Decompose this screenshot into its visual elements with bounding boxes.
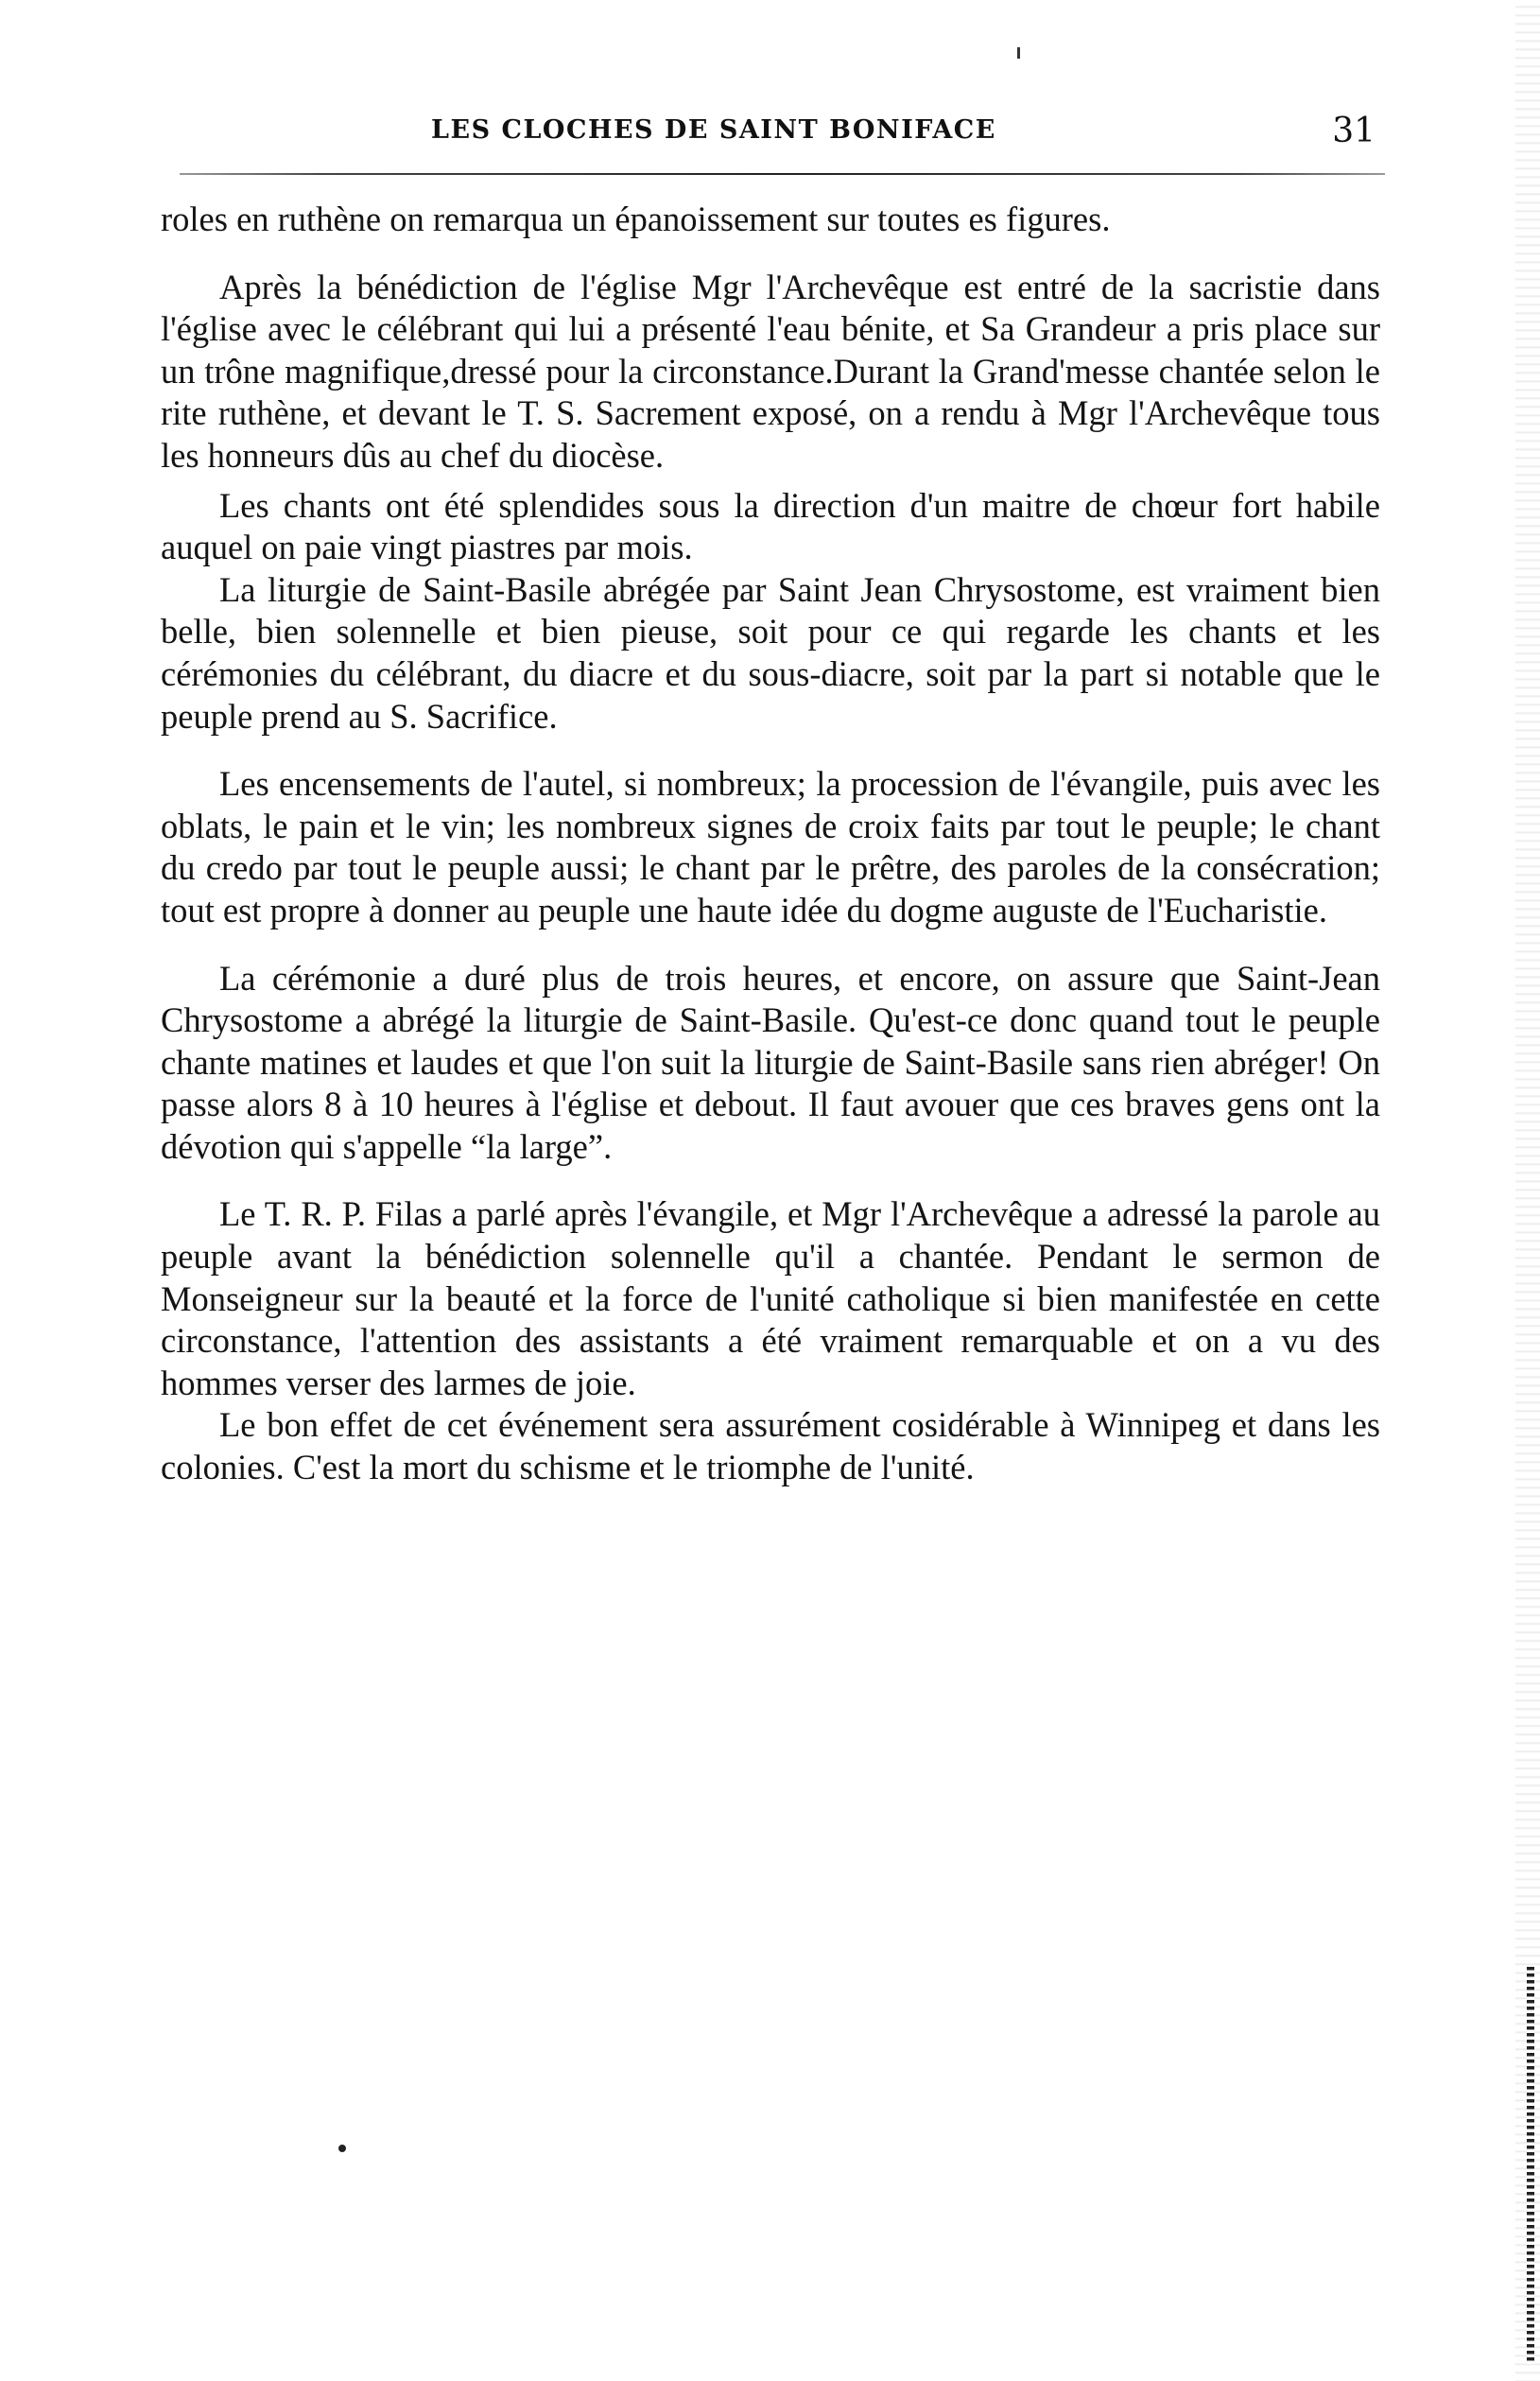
paragraph-continuation: roles en ruthène on remarqua un épanoissement sur toutes es figures. (161, 200, 1111, 238)
running-head: LES CLOCHES DE SAINT BONIFACE (431, 115, 996, 145)
paragraph-encensements: Les encensements de l'autel, si nombreux; la procession de l'évangile, puis avec les oblats, le pain et le vin; les nombreux signes de croix faits par tout le peuple; le chant du credo par tout le peuple aussi; le chant par le prêtre, des paroles de la consécration; tout est propre à donner au peuple une haute idée du dogme auguste de l'Eucharistie. (161, 764, 1380, 930)
paragraph-benediction: Après la bénédiction de l'église Mgr l'Archevêque est entré de la sacristie dans l'église avec le célébrant qui lui a présenté l'eau bénite, et Sa Grandeur a pris place sur un trône magnifique,dressé pour la circonstance.Durant la Grand'messe chantée selon le rite ruthène, et devant le T. S. Sacrement exposé, on a rendu à Mgr l'Archevêque tous les honneurs dûs au chef du diocèse. (161, 267, 1380, 475)
paragraph-liturgie: La liturgie de Saint-Basile abrégée par Saint Jean Chrysostome, est vraiment bien belle, bien solennelle et bien pieuse, soit pour ce qui regarde les chants et les cérémonies du célébrant, du diacre et du sous-diacre, soit par la part si notable que le peuple prend au S. Sacrifice. (161, 569, 1380, 736)
paragraph-ceremonie: La cérémonie a duré plus de trois heures, et encore, on assure que Saint-Jean Chrysostome a abrégé la liturgie de Saint-Basile. Qu'est-ce donc quand tout le peuple chante matines et laudes et que l'on suit la liturgie de Saint-Basile sans rien abréger! On passe alors 8 à 10 heures à l'église et debout. Il faut avouer que ces braves gens ont la dévotion qui s'appelle “la large”. (161, 958, 1380, 1166)
paragraph-sermon: Le T. R. P. Filas a parlé après l'évangile, et Mgr l'Archevêque a adressé la parole au peuple avant la bénédiction solennelle qu'il a chantée. Pendant le sermon de Monseigneur sur la beauté et la force de l'unité catholique si bien manifestée en cette circonstance, l'attention des assistants a été vraiment remarquable et on a vu des hommes verser des larmes de joie. (161, 1194, 1380, 1402)
header-rule (180, 173, 1385, 175)
page-header (170, 112, 1376, 149)
body-text (161, 199, 1380, 1489)
ink-dot (338, 2145, 346, 2152)
scan-edge-binding (1527, 1967, 1534, 2364)
paragraph-chants: Les chants ont été splendides sous la direction d'un maitre de chœur fort habile auquel on paie vingt piastres par mois. (161, 485, 1380, 567)
paragraph-conclusion: Le bon effet de cet événement sera assurément cosidérable à Winnipeg et dans les colonies. C'est la mort du schisme et le triomphe de l'unité. (161, 1405, 1380, 1487)
scan-speck (1017, 47, 1020, 59)
page-number: 31 (1332, 112, 1376, 150)
